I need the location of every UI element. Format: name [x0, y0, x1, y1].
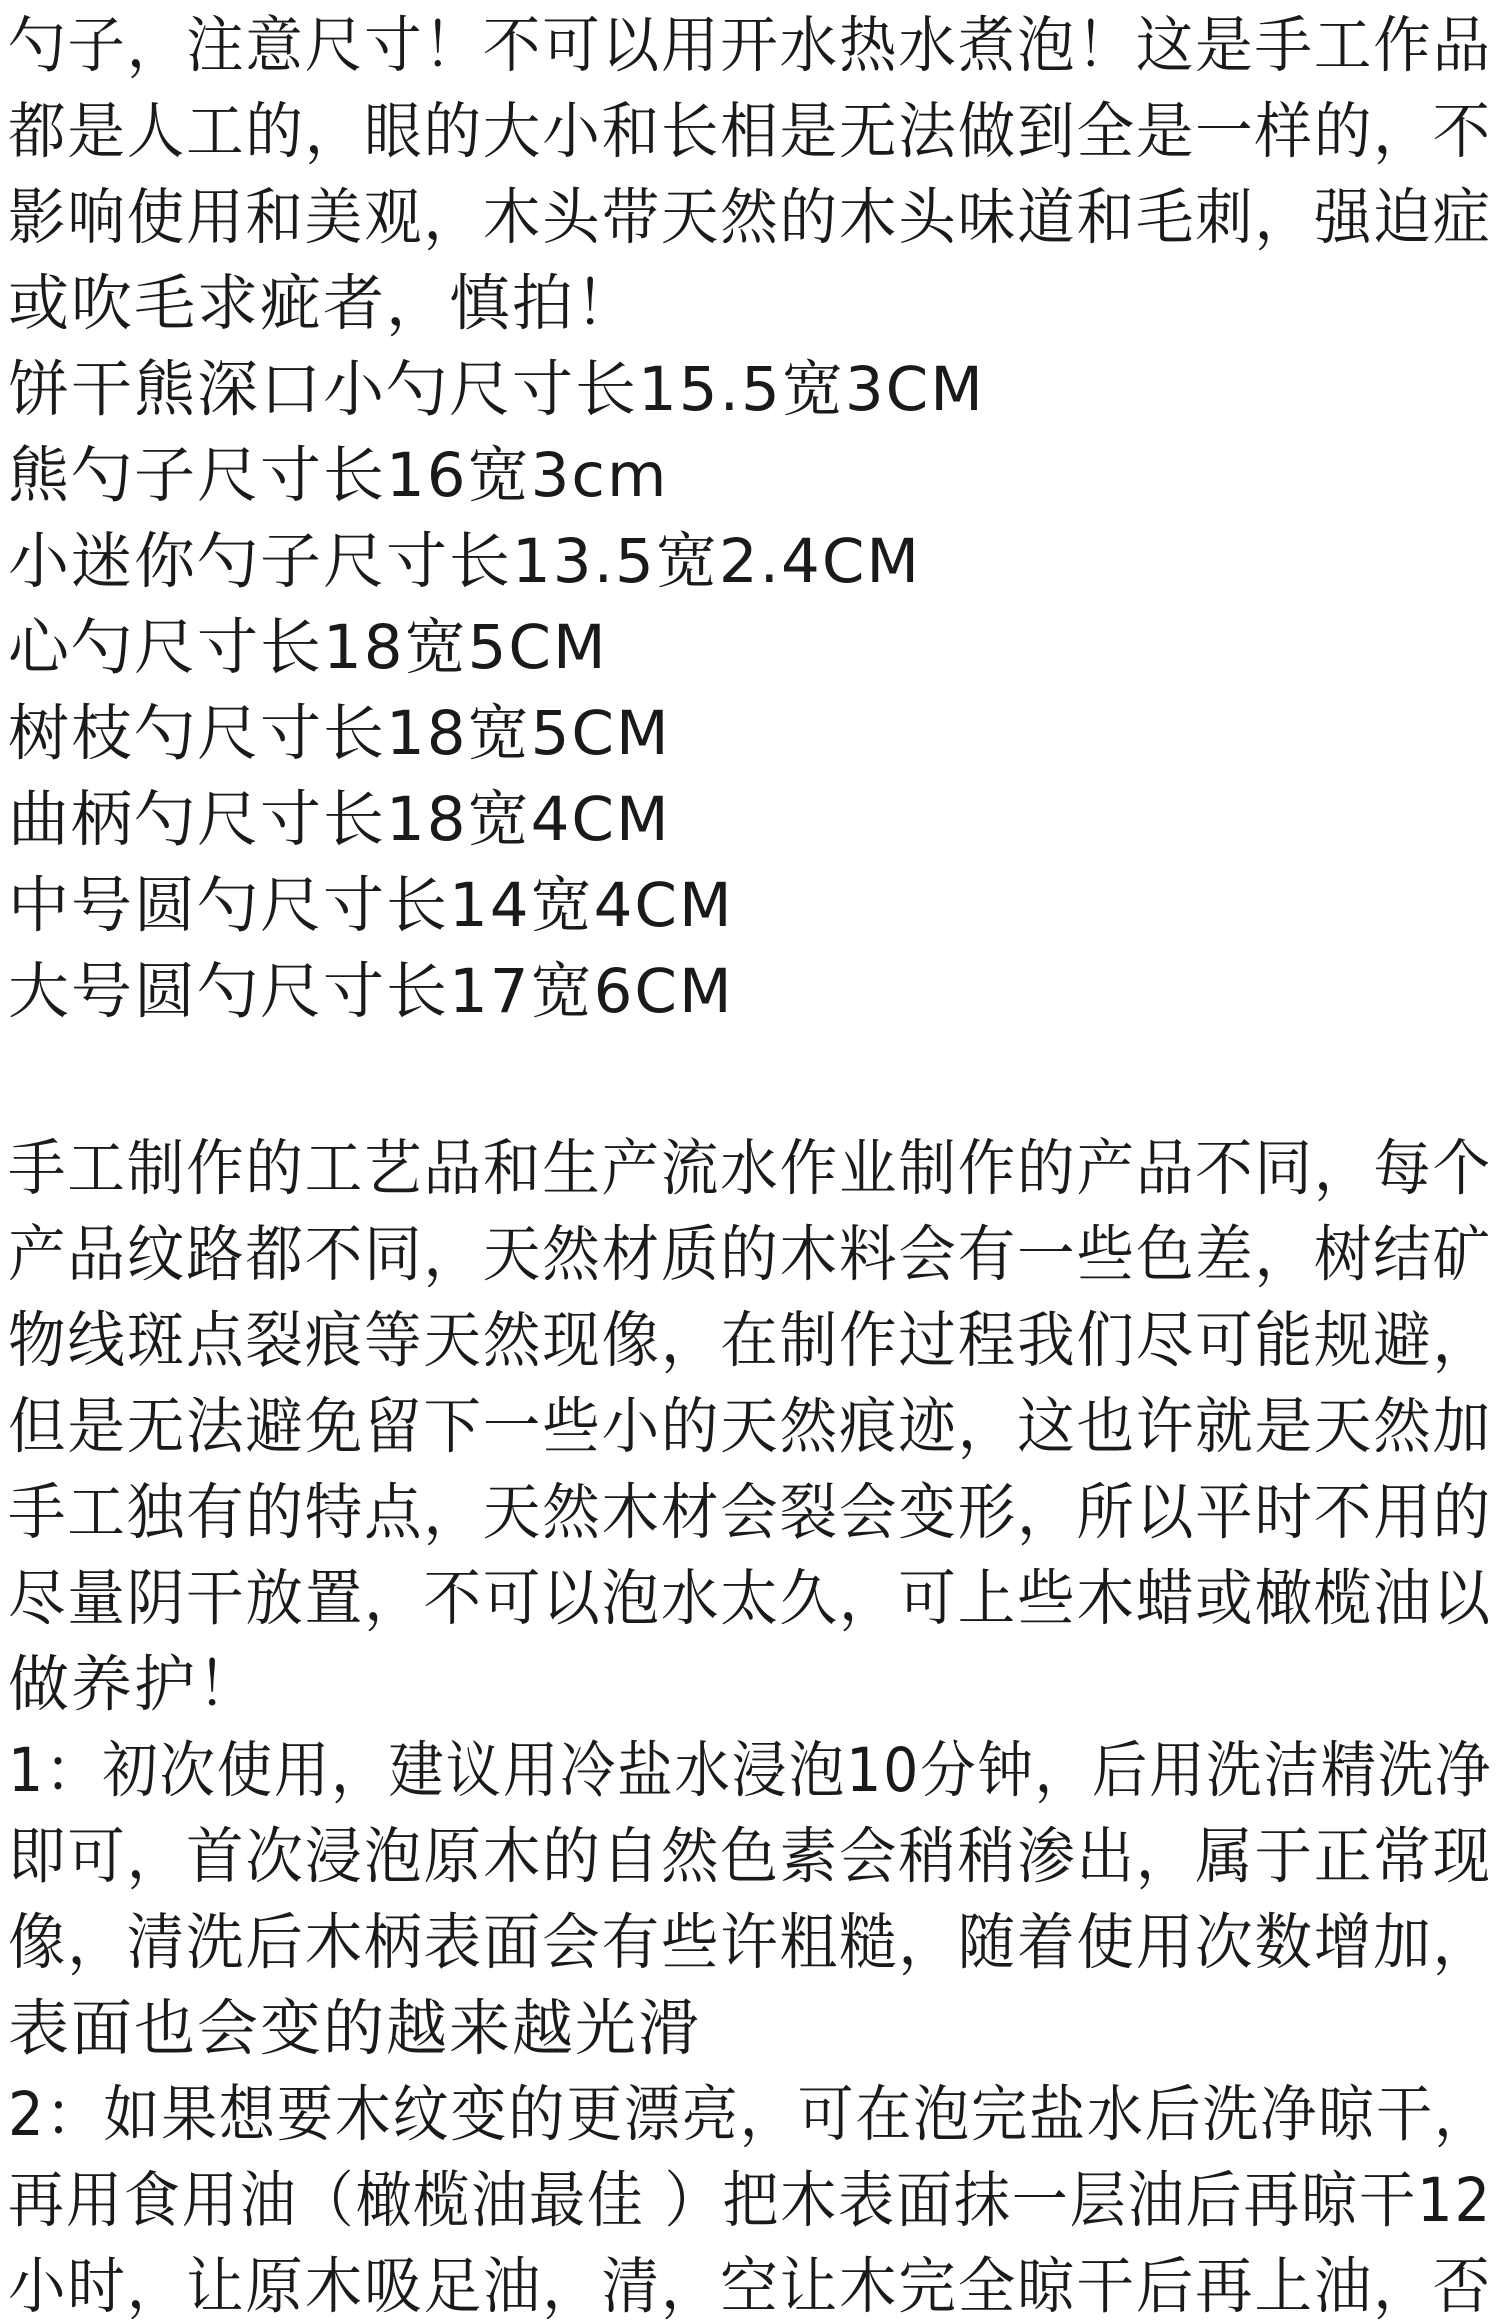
care-step-2-line: 小时，让原木吸足油，清，空让木完全晾干后再上油，否 [8, 2251, 1492, 2322]
craft-line: 但是无法避免留下一些小的天然痕迹，这也许就是天然加 [8, 1391, 1492, 1462]
size-item: 熊勺子尺寸长16宽3cm [8, 440, 669, 511]
care-step-2-line: 再用食用油（橄榄油最佳 ）把木表面抹一层油后再晾干12 [8, 2165, 1493, 2236]
intro-line: 都是人工的，眼的大小和长相是无法做到全是一样的，不 [8, 96, 1492, 167]
care-step-1-line: 表面也会变的越来越光滑 [8, 1993, 702, 2064]
craft-line: 手工制作的工艺品和生产流水作业制作的产品不同，每个 [8, 1133, 1492, 1204]
care-step-1-line: 即可，首次浸泡原木的自然色素会稍稍渗出，属于正常现 [8, 1821, 1492, 1892]
size-item: 曲柄勺尺寸长18宽4CM [8, 784, 671, 855]
care-step-2-line: 2：如果想要木纹变的更漂亮，可在泡完盐水后洗净晾干， [8, 2079, 1492, 2150]
craft-line: 产品纹路都不同，天然材质的木料会有一些色差，树结矿 [8, 1219, 1492, 1290]
size-item: 大号圆勺尺寸长17宽6CM [8, 956, 734, 1027]
craft-line: 尽量阴干放置，不可以泡水太久，可上些木蜡或橄榄油以 [8, 1563, 1492, 1634]
size-item: 中号圆勺尺寸长14宽4CM [8, 870, 734, 941]
size-item: 树枝勺尺寸长18宽5CM [8, 698, 671, 769]
intro-line: 影响使用和美观，木头带天然的木头味道和毛刺，强迫症 [8, 182, 1492, 253]
care-step-1-line: 像，清洗后木柄表面会有些许粗糙，随着使用次数增加， [8, 1907, 1492, 1978]
size-item: 饼干熊深口小勺尺寸长15.5宽3CM [8, 354, 985, 425]
intro-line: 或吹毛求疵者，慎拍！ [8, 268, 639, 339]
intro-line: 勺子，注意尺寸！不可以用开水热水煮泡！这是手工作品 [8, 10, 1492, 81]
craft-line: 物线斑点裂痕等天然现像，在制作过程我们尽可能规避， [8, 1305, 1492, 1376]
craft-line: 做养护！ [8, 1649, 261, 1720]
craft-line: 手工独有的特点，天然木材会裂会变形，所以平时不用的 [8, 1477, 1492, 1548]
size-item: 心勺尺寸长18宽5CM [8, 612, 608, 683]
care-step-1-line: 1：初次使用，建议用冷盐水浸泡10分钟，后用洗洁精洗净 [8, 1735, 1493, 1806]
size-item: 小迷你勺子尺寸长13.5宽2.4CM [8, 526, 922, 597]
